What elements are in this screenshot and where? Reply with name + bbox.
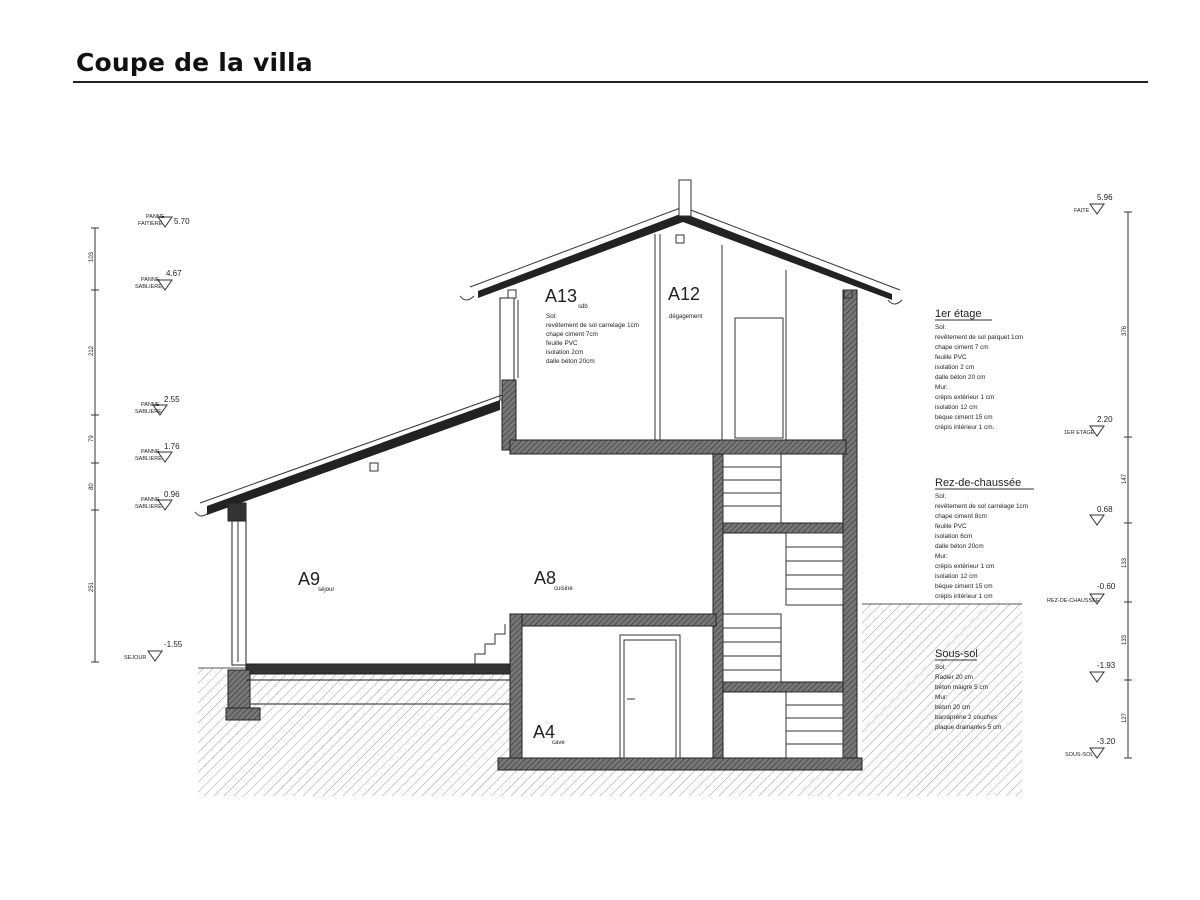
stair-flights [475,454,843,758]
svg-text:SABLIERE: SABLIERE [135,456,162,462]
room-a4-id: A4 [533,722,556,742]
level-mark [124,640,183,661]
svg-text:SABLIERE: SABLIERE [135,284,162,290]
a13-spec-line: chape ciment 7cm [546,331,598,338]
room-a12-name: dégagement [669,314,703,320]
svg-text:-3.20: -3.20 [1097,737,1116,746]
room-a13-name: sdb [578,304,588,310]
svg-text:0.68: 0.68 [1097,505,1113,514]
a13-spec-line: feuille PVC [546,340,578,347]
floor-spec-1er [935,308,1023,431]
level-mark [135,490,180,510]
svg-text:-1.93: -1.93 [1097,661,1116,670]
svg-text:FAITE: FAITE [1074,208,1090,214]
spec-line: isolation 12 cm [935,404,978,411]
dim-label: 80 [89,483,95,490]
dim-label: 133 [1122,557,1128,568]
spec-line: bèque ciment 15 cm [935,583,993,590]
spec-line: dalle béton 20 cm [935,374,986,381]
svg-text:SOUS-SOL: SOUS-SOL [1065,752,1094,758]
dim-label: 133 [1122,634,1128,645]
spec-line: Mur: [935,553,948,560]
a13-spec [546,313,639,365]
dim-label: 79 [89,435,95,442]
dim-label: 251 [89,581,95,592]
spec-line: crépis intérieur 1 cm [935,593,993,600]
right-levels [1047,193,1116,758]
dim-label: 127 [1122,712,1128,723]
room-a4-name: cave [552,740,565,746]
room-a8-name: cuisine [554,586,573,592]
dim-label: 376 [1122,325,1128,336]
level-mark [1065,737,1116,758]
spec-line: revêtement de sol parquet 1cm [935,334,1024,341]
svg-text:2.20: 2.20 [1097,415,1113,424]
room-a8-id: A8 [534,568,557,588]
spec-line: isolation 2 cm [935,364,975,371]
svg-text:FAITIERE: FAITIERE [138,221,163,227]
level-mark [138,214,190,227]
floor-spec-title: 1er étage [935,308,982,320]
spec-line: isolation 12 cm [935,573,978,580]
spec-line: Sol: [935,493,947,500]
svg-text:PANNE: PANNE [141,449,160,455]
floor-spec-title: Sous-sol [935,648,978,660]
a13-spec-line: dalle béton 20cm [546,358,595,365]
spec-line: isolation 6cm [935,533,973,540]
svg-text:SABLIERE: SABLIERE [135,504,162,510]
spec-line: revêtement de sol carrelage 1cm [935,503,1029,510]
a13-spec-line: isolation 2cm [546,349,584,356]
svg-text:PANNE: PANNE [146,214,165,220]
spec-line: chape ciment 7 cm [935,344,989,351]
room-a13-id: A13 [545,286,578,306]
svg-text:-1.55: -1.55 [164,640,183,649]
right-dimensions [1122,325,1128,723]
room-a9-id: A9 [298,569,321,589]
spec-line: béton maigre 5 cm [935,684,988,691]
right-dimension-chain [1124,212,1132,758]
spec-line: Radier 20 cm [935,674,974,681]
level-mark [1074,193,1113,214]
spec-line: crépis intérieur 1 cm. [935,424,995,431]
svg-text:5.70: 5.70 [174,217,190,226]
level-mark [1064,415,1113,436]
svg-text:2.55: 2.55 [164,395,180,404]
room-a12-id: A12 [668,284,701,304]
left-dimensions [89,251,95,592]
spec-line: crépis extérieur 1 cm [935,394,995,401]
spec-line: dalle béton 20cm [935,543,984,550]
spec-line: crépis extérieur 1 cm [935,563,995,570]
floor-spec-title: Rez-de-chaussée [935,477,1022,489]
svg-text:PANNE: PANNE [141,402,160,408]
spec-line: plaque drainantes 5 cm [935,724,1002,731]
level-mark [135,442,180,462]
roof [195,180,902,516]
svg-text:SABLIERE: SABLIERE [135,409,162,415]
spec-line: chape ciment 8cm [935,513,987,520]
spec-line: Sol: [935,324,947,331]
room-a9-name: séjour [318,587,335,593]
page-title: Coupe de la villa [76,48,313,77]
svg-text:-0.60: -0.60 [1097,582,1116,591]
svg-text:REZ-DE-CHAUSSEE: REZ-DE-CHAUSSEE [1047,598,1100,604]
svg-text:PANNE: PANNE [141,497,160,503]
dim-label: 212 [89,345,95,356]
svg-text:1ER ETAGE: 1ER ETAGE [1064,430,1095,436]
svg-text:SEJOUR: SEJOUR [124,655,147,661]
spec-line: bèque ciment 15 cm [935,414,993,421]
spec-line: Sol: [935,664,947,671]
spec-line: Mur: [935,694,948,701]
level-mark [1047,582,1116,604]
dim-label: 147 [1122,473,1128,484]
svg-text:PANNE: PANNE [141,277,160,283]
svg-text:4.67: 4.67 [166,269,182,278]
svg-text:1.76: 1.76 [164,442,180,451]
spec-line: Mur: [935,384,948,391]
left-dimension-chain [91,228,99,662]
level-mark [135,269,182,290]
spec-line: feuille PVC [935,354,967,361]
a13-spec-line: revêtement de sol carrelage 1cm [546,322,640,329]
level-mark [135,395,180,415]
svg-text:0.96: 0.96 [164,490,180,499]
spec-line: béton 20 cm [935,704,971,711]
level-mark [1090,661,1116,682]
spec-line: feuille PVC [935,523,967,530]
left-levels [124,214,190,661]
svg-text:5.96: 5.96 [1097,193,1113,202]
floor-spec-rdc [935,477,1034,600]
dim-label: 103 [89,251,95,262]
level-mark [1090,505,1113,525]
a13-spec-line: Sol: [546,313,558,320]
spec-line: barraprène 2 couches [935,714,998,721]
